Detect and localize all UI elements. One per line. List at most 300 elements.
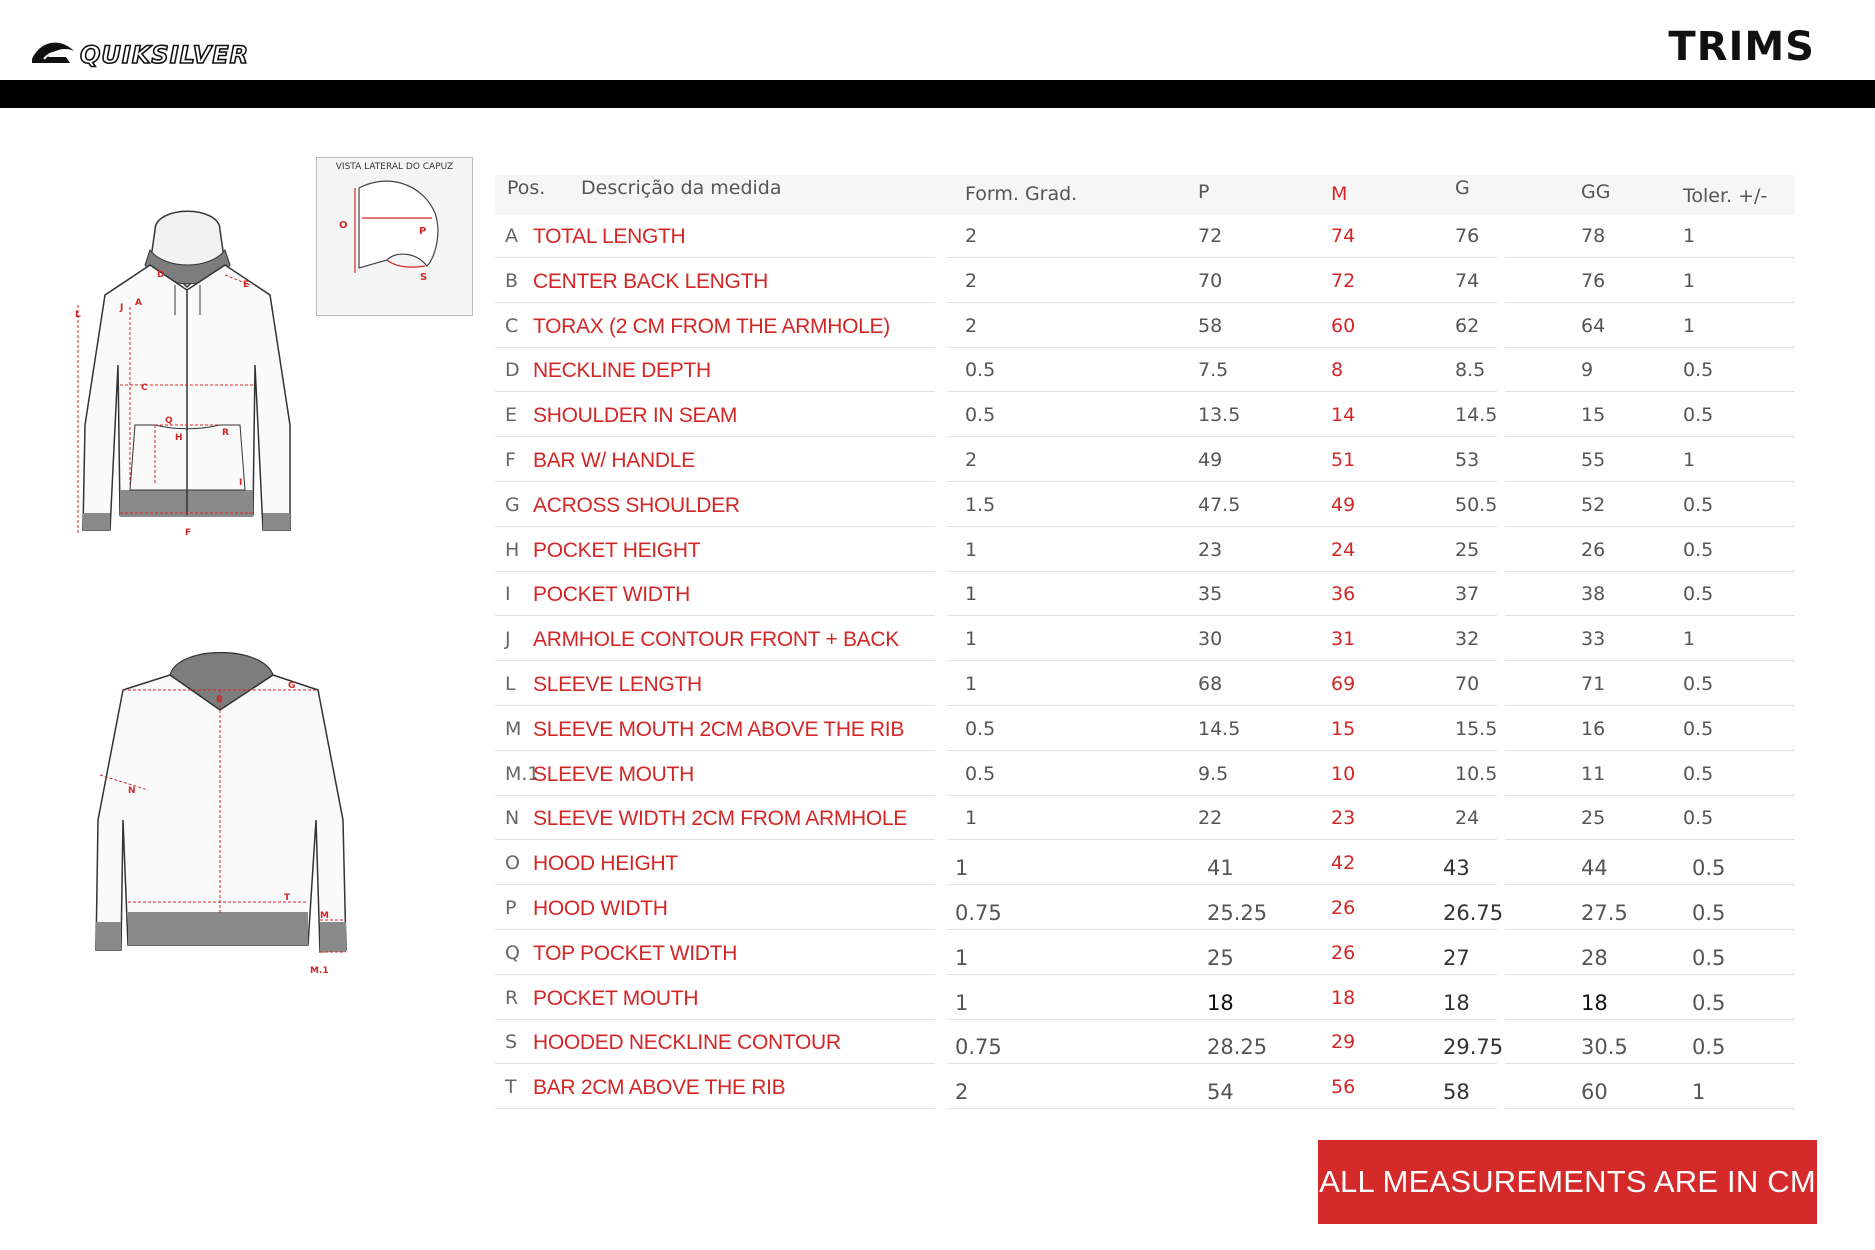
- table-row: [495, 708, 1795, 751]
- row-separator: [947, 302, 1207, 303]
- header-divider-bar: [0, 80, 1875, 108]
- cell-grad: 1.5: [965, 493, 996, 516]
- hood-side-view-drawing: [317, 158, 472, 315]
- row-separator: [1207, 705, 1497, 706]
- cell-m: 69: [1331, 673, 1356, 695]
- header-size-m: M: [1331, 183, 1348, 205]
- cell-p: 25: [1207, 945, 1234, 970]
- cell-grad: 0.5: [965, 404, 996, 427]
- cell-tol: 0.5: [1692, 856, 1726, 881]
- cell-gg: 30.5: [1581, 1035, 1628, 1060]
- cell-grad: 2: [965, 449, 978, 471]
- cell-desc: TOTAL LENGTH: [533, 225, 686, 248]
- header-description: Descrição da medida: [581, 177, 782, 199]
- row-separator: [495, 302, 935, 303]
- hood-label-s: S: [420, 272, 428, 283]
- row-separator: [947, 1063, 1207, 1064]
- row-separator: [1505, 1108, 1795, 1109]
- cell-gg: 9: [1581, 359, 1594, 382]
- row-separator: [947, 795, 1207, 796]
- cell-grad: 1: [965, 673, 978, 695]
- cell-gg: 11: [1581, 762, 1606, 785]
- row-separator: [495, 526, 935, 527]
- svg-text:M: M: [320, 911, 329, 921]
- cell-grad: 1: [955, 945, 969, 970]
- cell-tol: 0.5: [1683, 538, 1714, 561]
- cell-code: C: [505, 314, 519, 337]
- svg-text:B: B: [216, 695, 223, 705]
- header: [0, 0, 1875, 80]
- cell-grad: 2: [955, 1080, 969, 1105]
- cell-code: B: [505, 269, 519, 292]
- header-form-grad: Form. Grad.: [965, 183, 1078, 205]
- table-row: [495, 887, 1795, 930]
- table-row: [495, 215, 1795, 258]
- cell-m: 42: [1331, 852, 1356, 875]
- cell-m: 23: [1331, 807, 1356, 830]
- row-separator: [1207, 929, 1497, 930]
- measurement-unit-badge: ALL MEASUREMENTS ARE IN CM: [1318, 1140, 1817, 1224]
- cell-grad: 2: [965, 269, 978, 292]
- row-separator: [947, 929, 1207, 930]
- table-row: [495, 484, 1795, 527]
- cell-gg: 18: [1581, 990, 1608, 1015]
- row-separator: [1505, 839, 1795, 840]
- cell-tol: 1: [1683, 225, 1696, 247]
- row-separator: [1505, 929, 1795, 930]
- row-separator: [947, 705, 1207, 706]
- cell-code: L: [505, 673, 516, 695]
- cell-desc: ARMHOLE CONTOUR FRONT + BACK: [533, 628, 899, 652]
- cell-desc: POCKET MOUTH: [533, 986, 699, 1010]
- cell-m: 29: [1331, 1031, 1356, 1054]
- cell-gg: 78: [1581, 225, 1606, 247]
- table-row: [495, 260, 1795, 303]
- svg-text:T: T: [284, 893, 291, 903]
- cell-p: 68: [1198, 673, 1223, 695]
- cell-code: P: [505, 897, 517, 919]
- table-row: [495, 305, 1795, 348]
- row-separator: [1505, 391, 1795, 392]
- cell-g: 43: [1443, 856, 1470, 881]
- cell-code: Q: [505, 941, 520, 964]
- cell-p: 9.5: [1198, 762, 1229, 785]
- cell-tol: 0.5: [1692, 990, 1726, 1015]
- cell-gg: 25: [1581, 807, 1606, 830]
- cell-g: 29.75: [1443, 1035, 1504, 1060]
- row-separator: [1207, 615, 1497, 616]
- row-separator: [1505, 705, 1795, 706]
- row-separator: [1505, 660, 1795, 661]
- cell-tol: 1: [1683, 269, 1696, 292]
- quiksilver-logo: [30, 33, 310, 73]
- cell-code: G: [505, 493, 520, 516]
- svg-text:F: F: [185, 528, 192, 538]
- cell-m: 31: [1331, 628, 1356, 651]
- cell-grad: 0.75: [955, 901, 1002, 925]
- row-separator: [947, 750, 1207, 751]
- row-separator: [495, 884, 935, 885]
- page-title: TRIMS: [1668, 24, 1815, 70]
- cell-m: 51: [1331, 449, 1356, 471]
- table-row: [495, 618, 1795, 661]
- cell-g: 76: [1455, 225, 1480, 247]
- cell-m: 60: [1331, 314, 1356, 337]
- cell-grad: 1: [965, 807, 978, 830]
- cell-p: 13.5: [1198, 404, 1241, 427]
- row-separator: [947, 1108, 1207, 1109]
- cell-m: 36: [1331, 583, 1356, 606]
- row-separator: [947, 884, 1207, 885]
- cell-tol: 0.5: [1683, 404, 1714, 427]
- cell-p: 41: [1207, 856, 1234, 881]
- row-separator: [495, 929, 935, 930]
- row-separator: [947, 257, 1207, 258]
- table-row: [495, 349, 1795, 392]
- cell-p: 22: [1198, 807, 1223, 830]
- cell-code: D: [505, 359, 520, 382]
- row-separator: [495, 436, 935, 437]
- cell-tol: 1: [1683, 449, 1696, 471]
- svg-text:D: D: [157, 270, 165, 280]
- cell-code: M: [505, 717, 522, 740]
- cell-tol: 0.5: [1683, 673, 1714, 695]
- cell-p: 72: [1198, 225, 1223, 247]
- row-separator: [495, 750, 935, 751]
- cell-desc: ACROSS SHOULDER: [533, 493, 740, 517]
- cell-p: 54: [1207, 1080, 1234, 1105]
- row-separator: [1505, 436, 1795, 437]
- cell-m: 8: [1331, 359, 1344, 382]
- row-separator: [1207, 391, 1497, 392]
- cell-g: 53: [1455, 449, 1480, 471]
- back-hoodie-drawing: [88, 650, 358, 985]
- cell-desc: SLEEVE MOUTH: [533, 762, 694, 786]
- cell-code: O: [505, 852, 520, 875]
- cell-m: 10: [1331, 762, 1356, 785]
- svg-text:I: I: [239, 478, 243, 488]
- row-separator: [1505, 302, 1795, 303]
- cell-gg: 15: [1581, 404, 1606, 427]
- cell-tol: 0.5: [1692, 1035, 1726, 1060]
- cell-desc: CENTER BACK LENGTH: [533, 269, 768, 293]
- svg-text:M.1: M.1: [310, 966, 329, 976]
- cell-gg: 44: [1581, 856, 1608, 881]
- cell-g: 15.5: [1455, 717, 1498, 740]
- table-row: [495, 529, 1795, 572]
- svg-text:L: L: [75, 310, 81, 320]
- row-separator: [947, 481, 1207, 482]
- row-separator: [495, 795, 935, 796]
- front-hoodie-drawing: [75, 195, 300, 540]
- row-separator: [1207, 839, 1497, 840]
- row-separator: [1207, 974, 1497, 975]
- row-separator: [1207, 1108, 1497, 1109]
- svg-text:R: R: [222, 428, 229, 438]
- row-separator: [495, 615, 935, 616]
- row-separator: [495, 1108, 935, 1109]
- row-separator: [495, 705, 935, 706]
- cell-code: N: [505, 807, 520, 830]
- row-separator: [1207, 436, 1497, 437]
- row-separator: [1207, 571, 1497, 572]
- cell-code: M.1: [505, 762, 540, 785]
- row-separator: [1505, 750, 1795, 751]
- cell-m: 72: [1331, 269, 1356, 292]
- table-row: [495, 932, 1795, 975]
- cell-gg: 28: [1581, 945, 1608, 970]
- row-separator: [1505, 1063, 1795, 1064]
- header-size-g: G: [1455, 177, 1470, 199]
- row-separator: [1207, 660, 1497, 661]
- cell-m: 24: [1331, 538, 1356, 561]
- cell-tol: 1: [1683, 628, 1696, 651]
- cell-grad: 1: [955, 856, 969, 881]
- cell-code: F: [505, 449, 516, 471]
- cell-p: 35: [1198, 583, 1223, 606]
- cell-grad: 1: [965, 583, 978, 606]
- cell-grad: 0.75: [955, 1035, 1002, 1060]
- cell-grad: 2: [965, 225, 978, 247]
- cell-m: 74: [1331, 225, 1356, 247]
- row-separator: [947, 571, 1207, 572]
- cell-p: 47.5: [1198, 493, 1241, 516]
- row-separator: [495, 571, 935, 572]
- cell-desc: POCKET HEIGHT: [533, 538, 701, 562]
- hood-inset-caption: VISTA LATERAL DO CAPUZ: [335, 162, 454, 172]
- table-row: [495, 573, 1795, 616]
- header-size-gg: GG: [1581, 181, 1611, 203]
- svg-text:C: C: [141, 383, 148, 393]
- table-row: [495, 663, 1795, 706]
- cell-tol: 1: [1692, 1080, 1706, 1105]
- cell-m: 15: [1331, 717, 1356, 740]
- cell-desc: POCKET WIDTH: [533, 583, 691, 607]
- table-header: [495, 175, 1795, 215]
- cell-code: J: [505, 628, 511, 651]
- cell-gg: 33: [1581, 628, 1606, 651]
- cell-code: A: [505, 225, 518, 247]
- row-separator: [947, 391, 1207, 392]
- cell-p: 7.5: [1198, 359, 1229, 382]
- cell-g: 10.5: [1455, 762, 1498, 785]
- row-separator: [1505, 795, 1795, 796]
- cell-p: 49: [1198, 449, 1223, 471]
- row-separator: [1207, 884, 1497, 885]
- cell-tol: 0.5: [1692, 945, 1726, 970]
- row-separator: [495, 1063, 935, 1064]
- row-separator: [947, 436, 1207, 437]
- cell-g: 18: [1443, 990, 1470, 1015]
- cell-p: 23: [1198, 538, 1223, 561]
- row-separator: [495, 839, 935, 840]
- cell-grad: 2: [965, 314, 978, 337]
- row-separator: [495, 257, 935, 258]
- cell-tol: 0.5: [1692, 901, 1726, 925]
- hood-label-o: O: [339, 220, 348, 231]
- row-separator: [1207, 795, 1497, 796]
- row-separator: [495, 660, 935, 661]
- cell-desc: BAR 2CM ABOVE THE RIB: [533, 1076, 786, 1100]
- cell-gg: 27.5: [1581, 901, 1628, 925]
- cell-desc: SLEEVE MOUTH 2CM ABOVE THE RIB: [533, 717, 905, 741]
- cell-p: 18: [1207, 990, 1234, 1015]
- cell-desc: SHOULDER IN SEAM: [533, 404, 738, 428]
- row-separator: [947, 347, 1207, 348]
- hood-label-p: P: [419, 226, 427, 237]
- cell-m: 56: [1331, 1076, 1356, 1099]
- row-separator: [1505, 571, 1795, 572]
- cell-tol: 0.5: [1683, 583, 1714, 606]
- cell-p: 28.25: [1207, 1035, 1268, 1060]
- row-separator: [1207, 1063, 1497, 1064]
- row-separator: [1505, 347, 1795, 348]
- cell-code: E: [505, 404, 518, 427]
- header-size-p: P: [1198, 181, 1210, 203]
- row-separator: [1207, 1019, 1497, 1020]
- svg-text:E: E: [243, 280, 250, 290]
- cell-m: 18: [1331, 986, 1356, 1009]
- cell-g: 50.5: [1455, 493, 1498, 516]
- table-row: [495, 394, 1795, 437]
- cell-grad: 0.5: [965, 717, 996, 740]
- cell-p: 58: [1198, 314, 1223, 337]
- cell-grad: 1: [965, 538, 978, 561]
- cell-desc: HOODED NECKLINE CONTOUR: [533, 1031, 841, 1055]
- cell-gg: 64: [1581, 314, 1606, 337]
- cell-code: I: [505, 583, 511, 606]
- row-separator: [495, 391, 935, 392]
- cell-gg: 26: [1581, 538, 1606, 561]
- cell-grad: 0.5: [965, 359, 996, 382]
- cell-desc: HOOD HEIGHT: [533, 852, 678, 876]
- cell-p: 25.25: [1207, 901, 1268, 925]
- cell-gg: 55: [1581, 449, 1606, 471]
- cell-tol: 0.5: [1683, 493, 1714, 516]
- hood-side-view-inset: [316, 157, 473, 316]
- cell-g: 74: [1455, 269, 1480, 292]
- row-separator: [947, 839, 1207, 840]
- row-separator: [1505, 615, 1795, 616]
- cell-p: 30: [1198, 628, 1223, 651]
- table-row: [495, 977, 1795, 1020]
- cell-tol: 0.5: [1683, 717, 1714, 740]
- row-separator: [1505, 1019, 1795, 1020]
- row-separator: [947, 526, 1207, 527]
- row-separator: [1505, 257, 1795, 258]
- cell-g: 58: [1443, 1080, 1470, 1105]
- cell-g: 70: [1455, 673, 1480, 695]
- cell-gg: 76: [1581, 269, 1606, 292]
- cell-tol: 0.5: [1683, 359, 1714, 382]
- cell-desc: TORAX (2 CM FROM THE ARMHOLE): [533, 314, 890, 338]
- row-separator: [1207, 257, 1497, 258]
- cell-p: 14.5: [1198, 717, 1241, 740]
- row-separator: [1505, 481, 1795, 482]
- row-separator: [495, 1019, 935, 1020]
- cell-g: 32: [1455, 628, 1480, 651]
- header-pos: Pos.: [507, 177, 546, 199]
- row-separator: [1505, 974, 1795, 975]
- cell-desc: HOOD WIDTH: [533, 897, 668, 920]
- svg-text:J: J: [120, 303, 124, 313]
- cell-tol: 0.5: [1683, 807, 1714, 830]
- svg-text:QUIKSILVER: QUIKSILVER: [80, 41, 250, 69]
- cell-desc: SLEEVE WIDTH 2CM FROM ARMHOLE: [533, 807, 908, 831]
- row-separator: [495, 347, 935, 348]
- cell-m: 14: [1331, 404, 1356, 427]
- cell-m: 26: [1331, 897, 1356, 919]
- cell-gg: 71: [1581, 673, 1606, 695]
- cell-gg: 60: [1581, 1080, 1608, 1105]
- cell-desc: SLEEVE LENGTH: [533, 673, 702, 696]
- table-row: [495, 439, 1795, 482]
- cell-g: 24: [1455, 807, 1480, 830]
- row-separator: [1207, 526, 1497, 527]
- measurement-table: [495, 175, 1795, 1120]
- row-separator: [495, 481, 935, 482]
- row-separator: [1207, 481, 1497, 482]
- cell-m: 49: [1331, 493, 1356, 516]
- svg-text:H: H: [175, 433, 183, 443]
- svg-text:A: A: [135, 298, 142, 308]
- cell-grad: 1: [955, 990, 969, 1015]
- cell-g: 8.5: [1455, 359, 1486, 382]
- cell-g: 27: [1443, 945, 1470, 970]
- row-separator: [1207, 302, 1497, 303]
- row-separator: [1207, 750, 1497, 751]
- row-separator: [1207, 347, 1497, 348]
- row-separator: [947, 1019, 1207, 1020]
- row-separator: [495, 974, 935, 975]
- cell-desc: TOP POCKET WIDTH: [533, 941, 738, 965]
- table-row: [495, 753, 1795, 796]
- row-separator: [947, 615, 1207, 616]
- row-separator: [947, 660, 1207, 661]
- cell-code: H: [505, 538, 520, 561]
- table-row: [495, 842, 1795, 885]
- table-row: [495, 797, 1795, 840]
- cell-tol: 0.5: [1683, 762, 1714, 785]
- cell-g: 26.75: [1443, 901, 1504, 925]
- header-tolerance: Toler. +/-: [1683, 185, 1768, 207]
- cell-g: 14.5: [1455, 404, 1498, 427]
- cell-g: 25: [1455, 538, 1480, 561]
- cell-gg: 38: [1581, 583, 1606, 606]
- cell-desc: BAR W/ HANDLE: [533, 449, 695, 472]
- cell-code: R: [505, 986, 519, 1009]
- svg-text:Q: Q: [165, 416, 173, 426]
- table-row: [495, 1066, 1795, 1109]
- cell-gg: 16: [1581, 717, 1606, 740]
- cell-desc: NECKLINE DEPTH: [533, 359, 711, 383]
- cell-code: T: [505, 1076, 517, 1099]
- cell-m: 26: [1331, 941, 1356, 964]
- cell-code: S: [505, 1031, 518, 1054]
- cell-grad: 1: [965, 628, 978, 651]
- svg-text:G: G: [288, 681, 296, 691]
- row-separator: [1505, 526, 1795, 527]
- cell-g: 37: [1455, 583, 1480, 606]
- cell-p: 70: [1198, 269, 1223, 292]
- cell-gg: 52: [1581, 493, 1606, 516]
- row-separator: [1505, 884, 1795, 885]
- table-row: [495, 1021, 1795, 1064]
- cell-grad: 0.5: [965, 762, 996, 785]
- cell-g: 62: [1455, 314, 1480, 337]
- svg-text:N: N: [128, 786, 136, 796]
- row-separator: [947, 974, 1207, 975]
